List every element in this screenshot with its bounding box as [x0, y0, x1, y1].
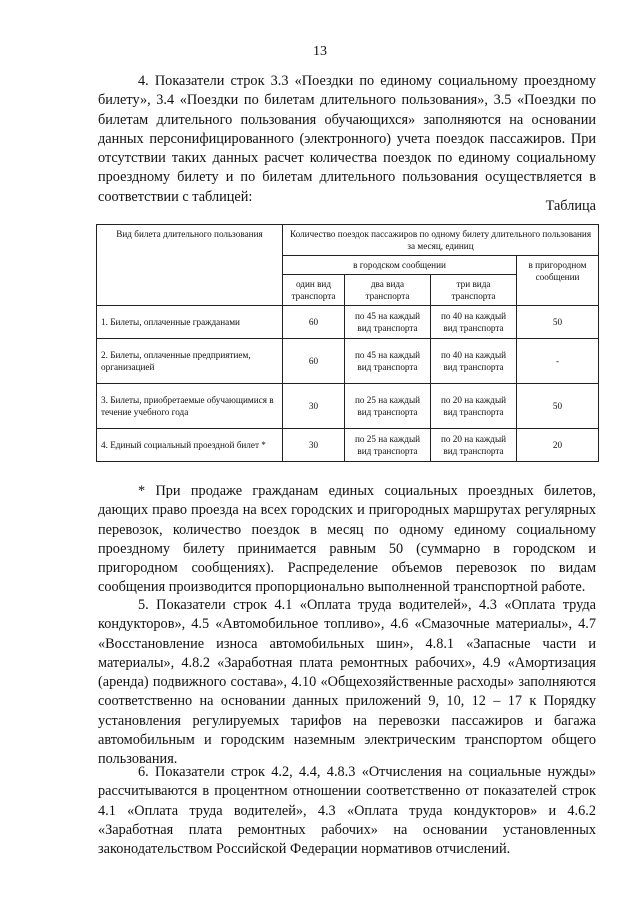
cell-three-types: по 40 на каждый вид транспорта: [431, 339, 517, 384]
row-name: 4. Единый социальный проездной билет *: [97, 429, 283, 462]
cell-suburban: 50: [517, 384, 599, 429]
page-number: 13: [313, 44, 327, 59]
cell-suburban: -: [517, 339, 599, 384]
cell-three-types: по 20 на каждый вид транспорта: [431, 429, 517, 462]
footnote: * При продаже гражданам единых социальных проездных билетов, дающих право проезда на всех городских и пригородных маршрутах регулярных перевозок, количество поездок в месяц по одному единому социальному проездному билету принимается равным 50 (суммарно в городском и пригородном сообщениях). Распределение объемов перевозок по видам сообщения производится пропорционально выполненной транспортной работе.: [98, 483, 596, 596]
table-header-row: [97, 225, 599, 256]
cell-two-types: по 45 на каждый вид транспорта: [345, 339, 431, 384]
cell-one-type: 60: [283, 339, 345, 384]
table-row: [97, 429, 599, 462]
header-city: в городском сообщении: [283, 256, 517, 275]
table-row: [97, 306, 599, 339]
paragraph-5: 5. Показатели строк 4.1 «Оплата труда водителей», 4.3 «Оплата труда кондукторов», 4.5 «Автомобильное топливо», 4.6 «Смазочные материалы», 4.7 «Восстановление износа автомобильных шин», 4.8.1 «Запасные части и материалы», 4.8.2 «Заработная плата ремонтных рабочих», 4.9 «Амортизация (аренда) подвижного состава», 4.10 «Общехозяйственные расходы» заполняются соответственно на основании данных приложений 9, 10, 12 – 17 к Порядку установления регулируемых тарифов на перевозки пассажиров и багажа автомобильным и городским наземным электрическим транспортом общего пользования.: [98, 597, 596, 768]
table-row: [97, 384, 599, 429]
header-three-types: три вида транспорта: [431, 275, 517, 306]
header-one-type: один вид транспорта: [283, 275, 345, 306]
cell-two-types: по 25 на каждый вид транспорта: [345, 429, 431, 462]
row-name: 2. Билеты, оплаченные предприятием, организацией: [97, 339, 283, 384]
header-suburban: в пригородном сообщении: [517, 256, 599, 306]
header-two-types: два вида транспорта: [345, 275, 431, 306]
header-trips: Количество поездок пассажиров по одному билету длительного пользования за месяц, единиц: [283, 225, 599, 256]
paragraph-6: 6. Показатели строк 4.2, 4.4, 4.8.3 «Отчисления на социальные нужды» рассчитываются в процентном отношении соответственно от показателей строк 4.1 «Оплата труда водителей», 4.3 «Оплата труда кондукторов» и 4.6.2 «Заработная плата ремонтных рабочих» на основании установленных законодательством Российской Федерации нормативов отчислений.: [98, 764, 596, 858]
cell-two-types: по 45 на каждый вид транспорта: [345, 306, 431, 339]
row-name: 3. Билеты, приобретаемые обучающимися в течение учебного года: [97, 384, 283, 429]
cell-suburban: 20: [517, 429, 599, 462]
paragraph-4: 4. Показатели строк 3.3 «Поездки по единому социальному проездному билету», 3.4 «Поездки по билетам длительного пользования», 3.5 «Поездки по билетам длительного пользования обучающихся» заполняются на основании данных персонифицированного (электронного) учета поездок пассажиров. При отсутствии таких данных расчет количества поездок по единому социальному проездному билету и по билетам длительного пользования осуществляется в соответствии с таблицей:: [98, 73, 596, 205]
cell-three-types: по 40 на каждый вид транспорта: [431, 306, 517, 339]
trips-table: [96, 224, 599, 462]
cell-two-types: по 25 на каждый вид транспорта: [345, 384, 431, 429]
cell-one-type: 60: [283, 306, 345, 339]
cell-one-type: 30: [283, 429, 345, 462]
header-ticket-type: Вид билета длительного пользования: [97, 225, 283, 306]
table-label: Таблица: [545, 198, 596, 214]
cell-three-types: по 20 на каждый вид транспорта: [431, 384, 517, 429]
cell-one-type: 30: [283, 384, 345, 429]
row-name: 1. Билеты, оплаченные гражданами: [97, 306, 283, 339]
table-row: [97, 339, 599, 384]
cell-suburban: 50: [517, 306, 599, 339]
